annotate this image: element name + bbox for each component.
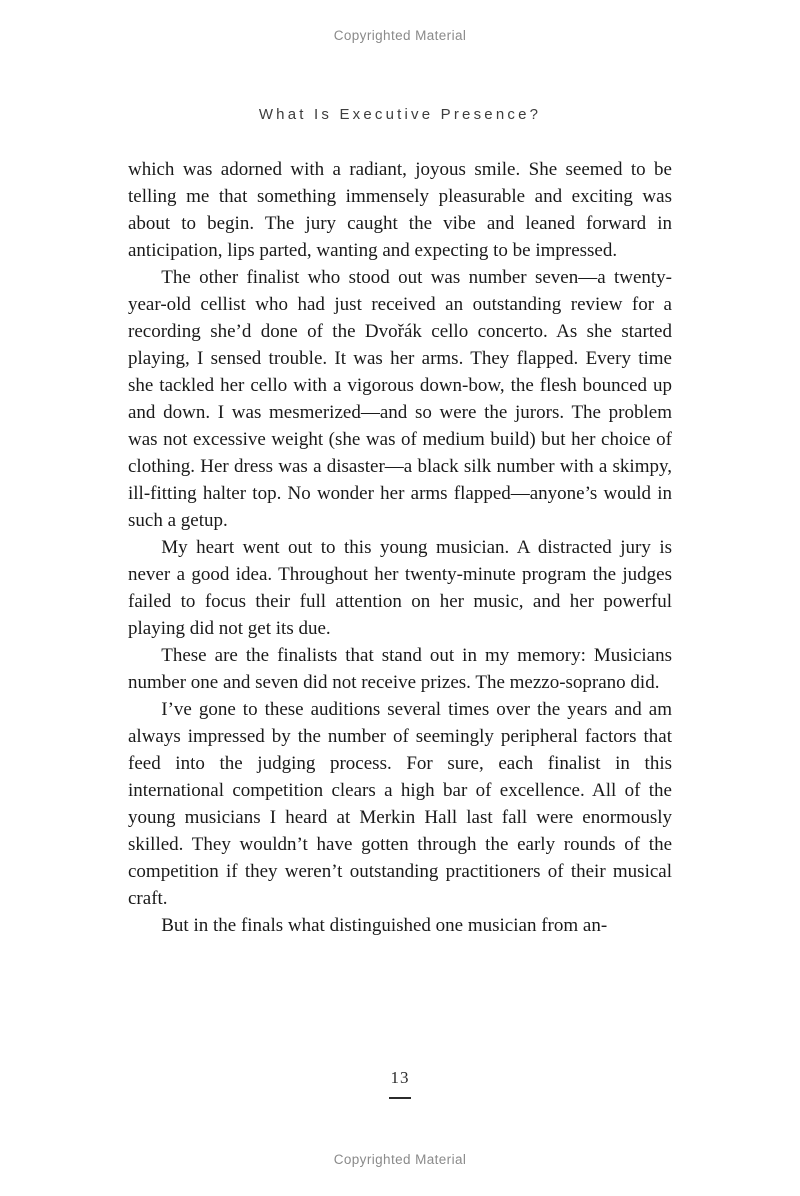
- running-head: What Is Executive Presence?: [258, 106, 542, 123]
- paragraph: But in the finals what distinguished one musician from an-: [161, 915, 608, 936]
- paragraph: The other finalist who stood out was number seven—a twenty-year-old cellist who had just received an outstanding review for a recording she’d done of the Dvořák cello concerto. As she started playing, I sensed trouble. It was her arms. They flapped. Every time she tackled her cello with a vigorous down-bow, the flesh bounced up and down. I was mesmerized—and so were the jurors. The problem was not excessive weight (she was of medium build) but her choice of clothing. Her dress was a disaster—a black silk number with a skimpy, ill-fitting halter top. No wonder her arms flapped—anyone’s would in such a getup.: [128, 267, 672, 531]
- paragraph: I’ve gone to these auditions several times over the years and am always impressed by the number of seemingly peripheral factors that feed into the judging process. For sure, each finalist in this international competition clears a high bar of excellence. All of the young musicians I heard at Merkin Hall last fall were enormously skilled. They wouldn’t have gotten through the early rounds of the competition if they weren’t outstanding practitioners of their musical craft.: [128, 699, 672, 909]
- paragraph: These are the finalists that stand out in my memory: Musicians number one and seven did not receive prizes. The mezzo-soprano did.: [128, 645, 672, 693]
- copyright-notice-bottom: Copyrighted Material: [333, 1152, 467, 1167]
- paragraph: My heart went out to this young musician. A distracted jury is never a good idea. Throughout her twenty-minute program the judges failed to focus their full attention on her music, and her powerful playing did not get its due.: [128, 537, 672, 639]
- paragraph: which was adorned with a radiant, joyous smile. She seemed to be telling me that something immensely pleasurable and exciting was about to begin. The jury caught the vibe and leaned forward in anticipation, lips parted, wanting and expecting to be impressed.: [128, 159, 672, 261]
- copyright-notice-top: Copyrighted Material: [333, 28, 467, 43]
- page-number-rule: [389, 1097, 411, 1099]
- page-number: 13: [390, 1068, 410, 1087]
- body-text: [128, 156, 672, 939]
